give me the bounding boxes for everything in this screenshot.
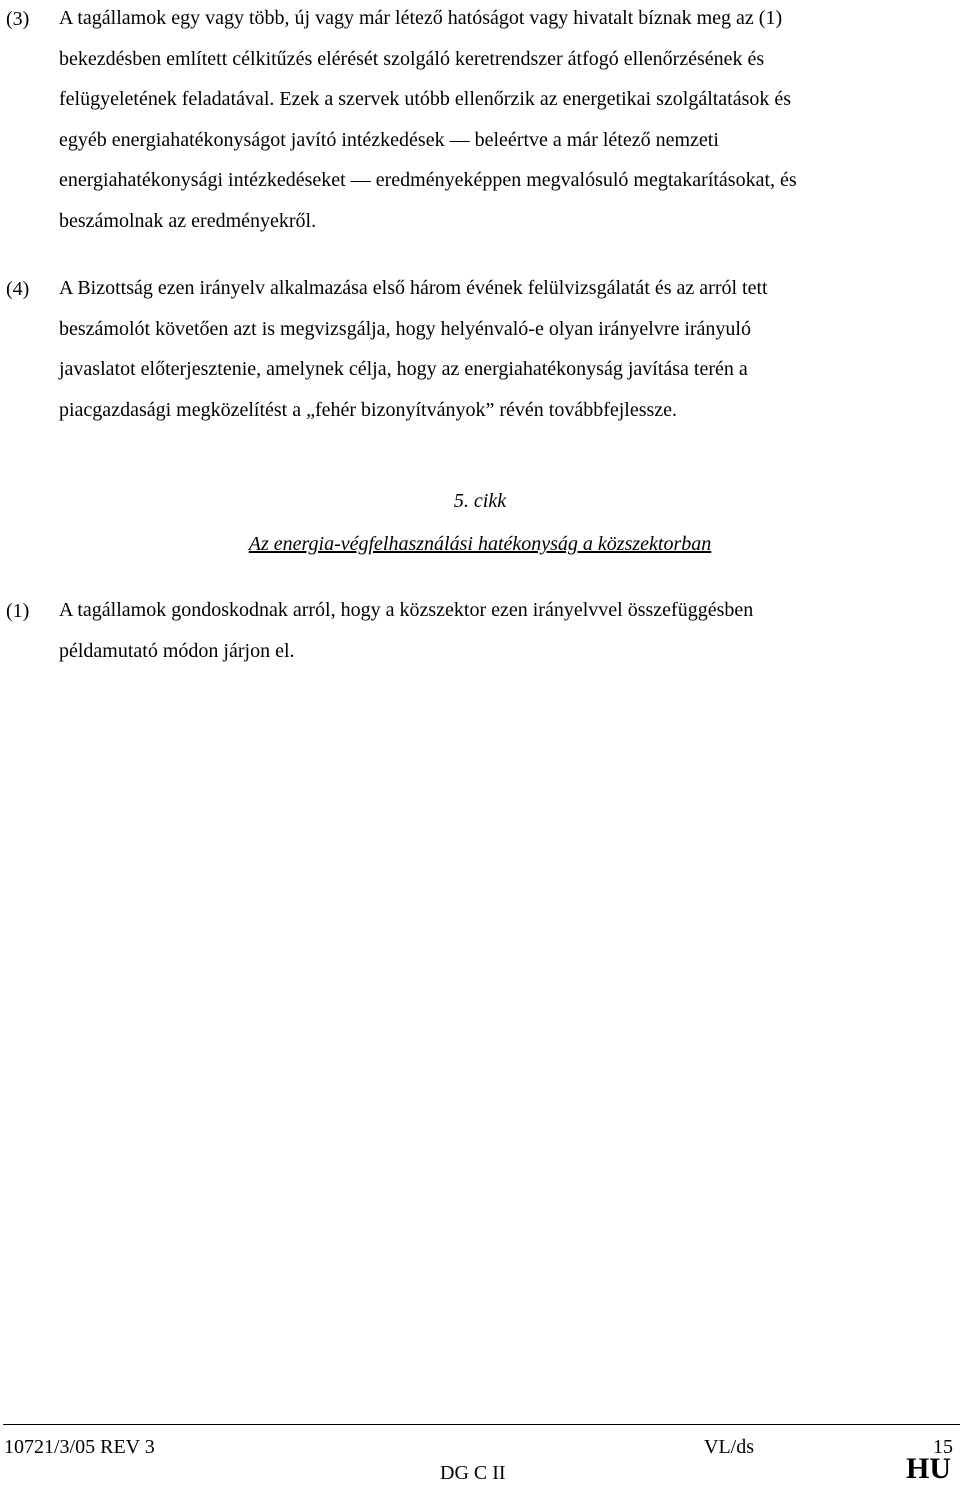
text-line: A Bizottság ezen irányelv alkalmazása első három évének felülvizsgálatát és az arról tett (59, 277, 768, 299)
text-line: bekezdésben említett célkitűzés elérését szolgáló keretrendszer átfogó ellenőrzésének és (59, 47, 765, 70)
article-title-wrap (0, 533, 960, 556)
paragraph-3 (0, 0, 940, 242)
text-line: piacgazdasági megközelítést a „fehér bizonyítványok” révén továbbfejlessze. (59, 398, 678, 421)
text-line: példamutató módon járjon el. (59, 639, 295, 662)
footer-divider (3, 1424, 960, 1425)
text-line: javaslatot előterjesztenie, amelynek célja, hogy az energiahatékonyság javítása terén a (59, 358, 748, 381)
article-paragraph-1 (0, 590, 940, 671)
text-line: beszámolnak az eredményekről. (59, 209, 317, 232)
footer-dg: DG C II (440, 1462, 506, 1484)
paragraph-number: (3) (6, 8, 30, 30)
text-line: A tagállamok egy vagy több, új vagy már létező hatóságot vagy hivatalt bíznak meg az (1) (59, 7, 783, 29)
article-number: 5. cikk (453, 490, 507, 512)
footer-language: HU (906, 1452, 951, 1485)
article-title: Az energia-végfelhasználási hatékonyság a közszektorban (248, 533, 712, 555)
paragraph-text (59, 0, 940, 242)
paragraph-text (59, 590, 940, 671)
text-line: beszámolót követően azt is megvizsgálja, hogy helyénvaló-e olyan irányelvre irányuló (59, 317, 751, 340)
paragraph-number: (4) (6, 278, 30, 300)
text-line: felügyeletének feladatával. Ezek a szervek utóbb ellenőrzik az energetikai szolgáltatások és (59, 88, 792, 111)
text-line: A tagállamok gondoskodnak arról, hogy a közszektor ezen irányelvvel összefüggésben (59, 599, 754, 621)
footer-initials: VL/ds (704, 1436, 754, 1458)
text-line: egyéb energiahatékonyságot javító intézkedések — beleértve a már létező nemzeti (59, 128, 719, 151)
footer-doc-ref: 10721/3/05 REV 3 (4, 1436, 155, 1458)
text-line: energiahatékonysági intézkedéseket — eredményeképpen megvalósuló megtakarításokat, és (59, 169, 797, 192)
paragraph-number: (1) (6, 600, 30, 622)
paragraph-4 (0, 268, 940, 430)
footer-page-number: 15 (933, 1436, 953, 1458)
paragraph-text (59, 268, 940, 430)
